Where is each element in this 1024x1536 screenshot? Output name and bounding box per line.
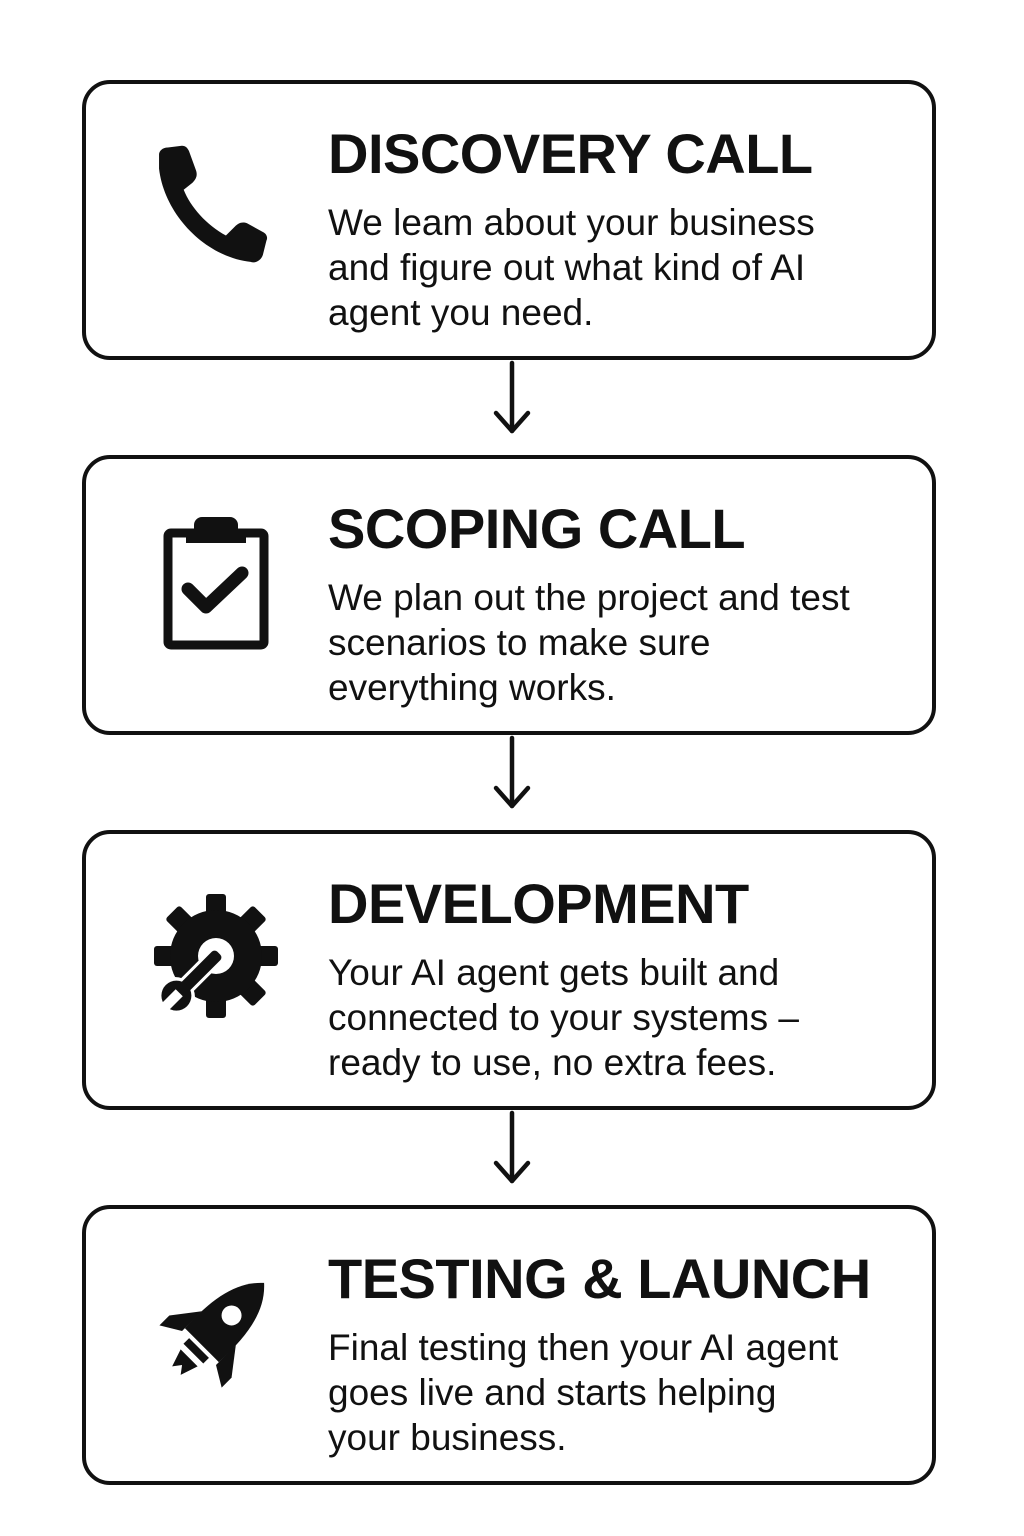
- rocket-icon: [146, 1261, 286, 1401]
- step-card-scoping-call: [82, 455, 936, 735]
- clipboard-check-icon: [146, 511, 286, 651]
- gear-wrench-icon: [146, 886, 286, 1026]
- step-card-testing-launch: [82, 1205, 936, 1485]
- step-description: We plan out the project and test scenarios to make sure everything works.: [328, 577, 850, 708]
- step-card-development: [82, 830, 936, 1110]
- step-card-discovery-call: [82, 80, 936, 360]
- step-title: TESTING & LAUNCH: [328, 1247, 871, 1310]
- down-arrow-icon: [488, 734, 536, 814]
- step-description: Your AI agent gets built and connected to your systems – ready to use, no extra fees.: [328, 952, 799, 1083]
- step-description: Final testing then your AI agent goes live and starts helping your business.: [328, 1327, 839, 1458]
- phone-icon: [146, 136, 286, 276]
- down-arrow-icon: [488, 359, 536, 439]
- step-title: DISCOVERY CALL: [328, 122, 813, 185]
- step-title: SCOPING CALL: [328, 497, 746, 560]
- down-arrow-icon: [488, 1109, 536, 1189]
- step-description: We leam about your business and figure out what kind of AI agent you need.: [328, 202, 815, 333]
- step-title: DEVELOPMENT: [328, 872, 749, 935]
